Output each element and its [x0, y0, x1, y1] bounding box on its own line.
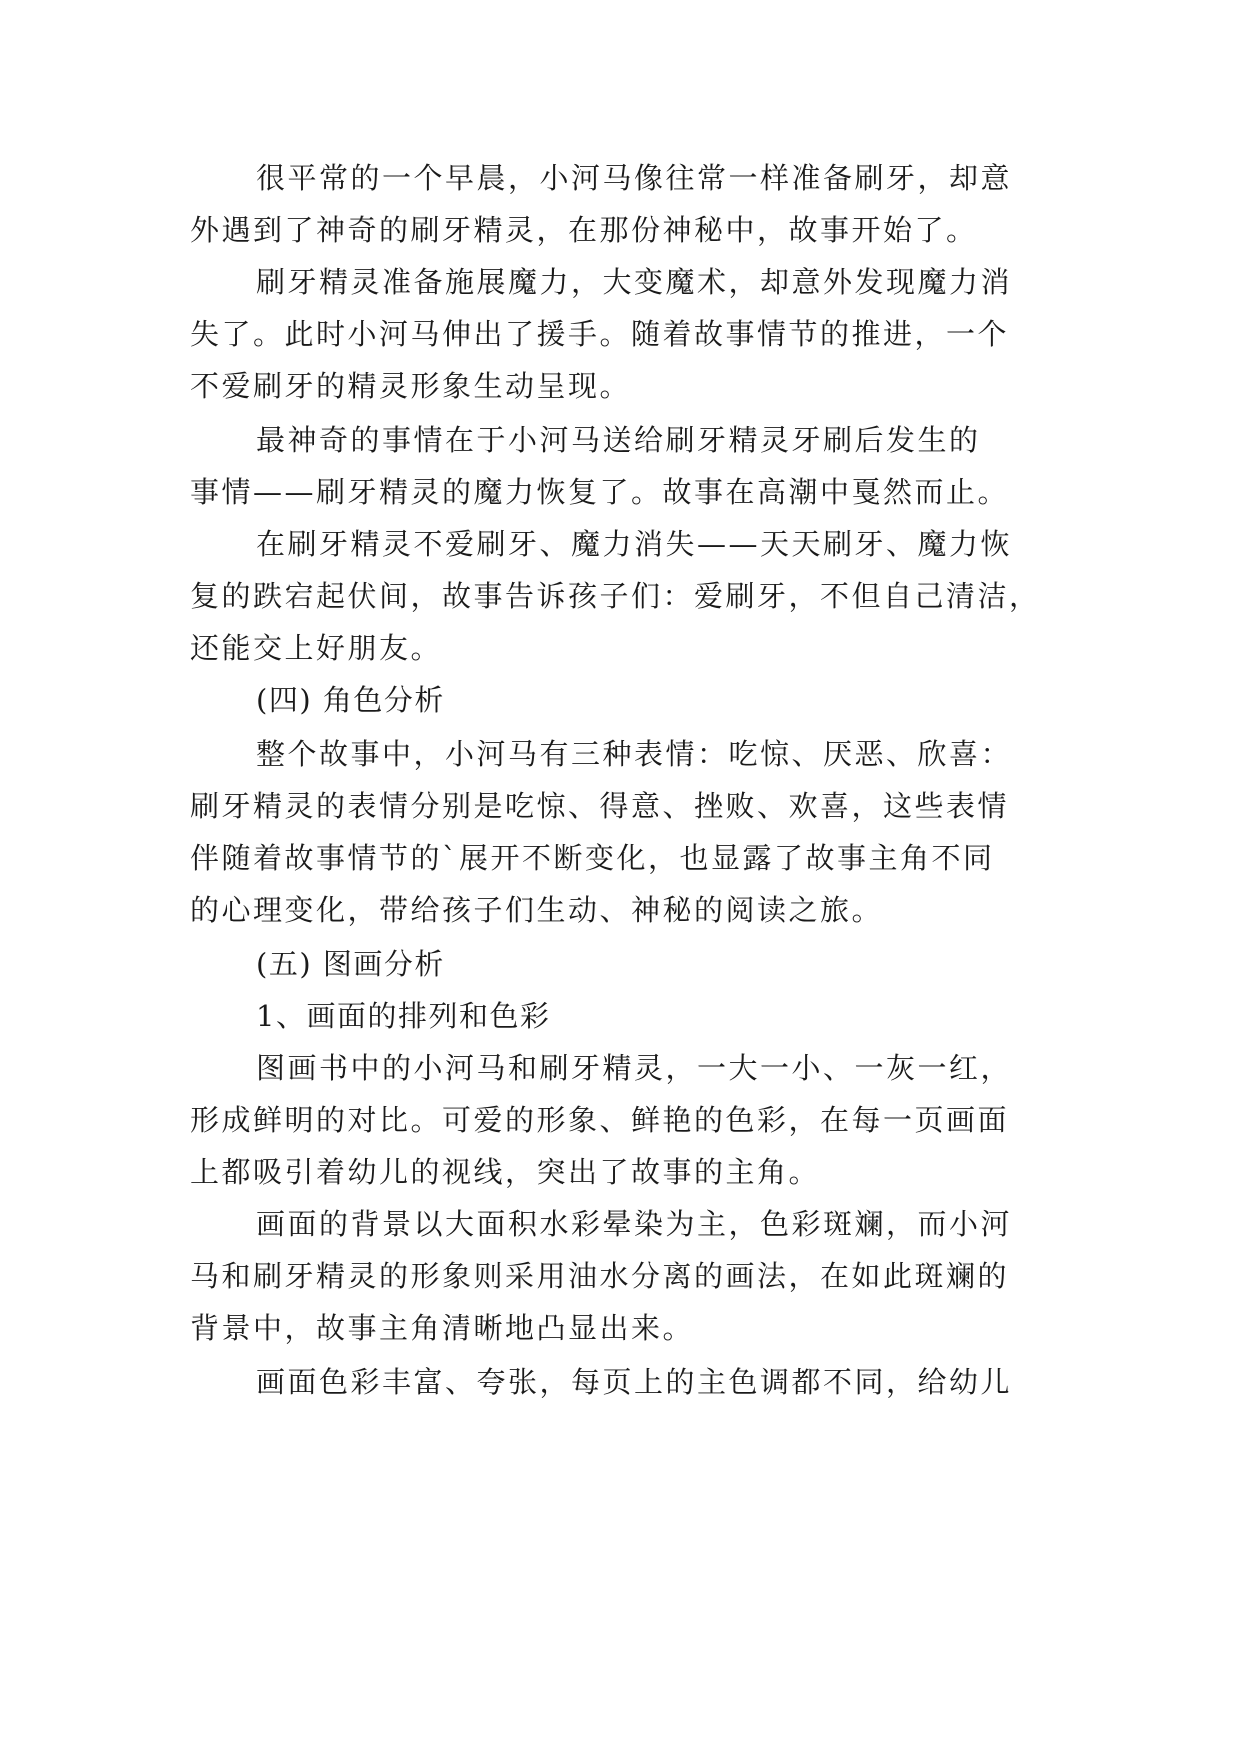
paragraph-line: 复的跌宕起伏间，故事告诉孩子们：爱刷牙，不但自己清洁，	[190, 579, 1041, 613]
paragraph-line: 在刷牙精灵不爱刷牙、魔力消失——天天刷牙、魔力恢	[256, 527, 1013, 561]
paragraph-line: 形成鲜明的对比。可爱的形象、鲜艳的色彩，在每一页画面	[190, 1103, 1010, 1137]
paragraph-line: 最神奇的事情在于小河马送给刷牙精灵牙刷后发生的	[256, 423, 981, 457]
paragraph-line: 上都吸引着幼儿的视线，突出了故事的主角。	[190, 1155, 821, 1189]
paragraph-line: 刷牙精灵的表情分别是吃惊、得意、挫败、欢喜，这些表情	[190, 789, 1010, 823]
subsection-heading: 1、画面的排列和色彩	[256, 999, 551, 1033]
paragraph-line: 画面的背景以大面积水彩晕染为主，色彩斑斓，而小河	[256, 1207, 1013, 1241]
paragraph-line: 不爱刷牙的精灵形象生动呈现。	[190, 369, 632, 403]
paragraph-line: 背景中，故事主角清晰地凸显出来。	[190, 1311, 695, 1345]
paragraph-line: 图画书中的小河马和刷牙精灵，一大一小、一灰一红，	[256, 1051, 1013, 1085]
paragraph-line: 失了。此时小河马伸出了援手。随着故事情节的推进，一个	[190, 317, 1010, 351]
paragraph-line: 马和刷牙精灵的形象则采用油水分离的画法，在如此斑斓的	[190, 1259, 1010, 1293]
paragraph-line: 刷牙精灵准备施展魔力，大变魔术，却意外发现魔力消	[256, 265, 1013, 299]
paragraph-line: 画面色彩丰富、夸张，每页上的主色调都不同，给幼儿	[256, 1365, 1013, 1399]
section-heading: (四) 角色分析	[256, 683, 445, 717]
section-heading: (五) 图画分析	[256, 947, 445, 981]
paragraph-line: 外遇到了神奇的刷牙精灵，在那份神秘中，故事开始了。	[190, 213, 978, 247]
paragraph-line: 很平常的一个早晨，小河马像往常一样准备刷牙，却意	[256, 161, 1013, 195]
paragraph-line: 的心理变化，带给孩子们生动、神秘的阅读之旅。	[190, 893, 884, 927]
paragraph-line: 还能交上好朋友。	[190, 631, 443, 665]
paragraph-line: 整个故事中，小河马有三种表情：吃惊、厌恶、欣喜：	[256, 737, 1013, 771]
paragraph-line: 事情——刷牙精灵的魔力恢复了。故事在高潮中戛然而止。	[190, 475, 1010, 509]
paragraph-line: 伴随着故事情节的`展开不断变化，也显露了故事主角不同	[190, 841, 995, 875]
